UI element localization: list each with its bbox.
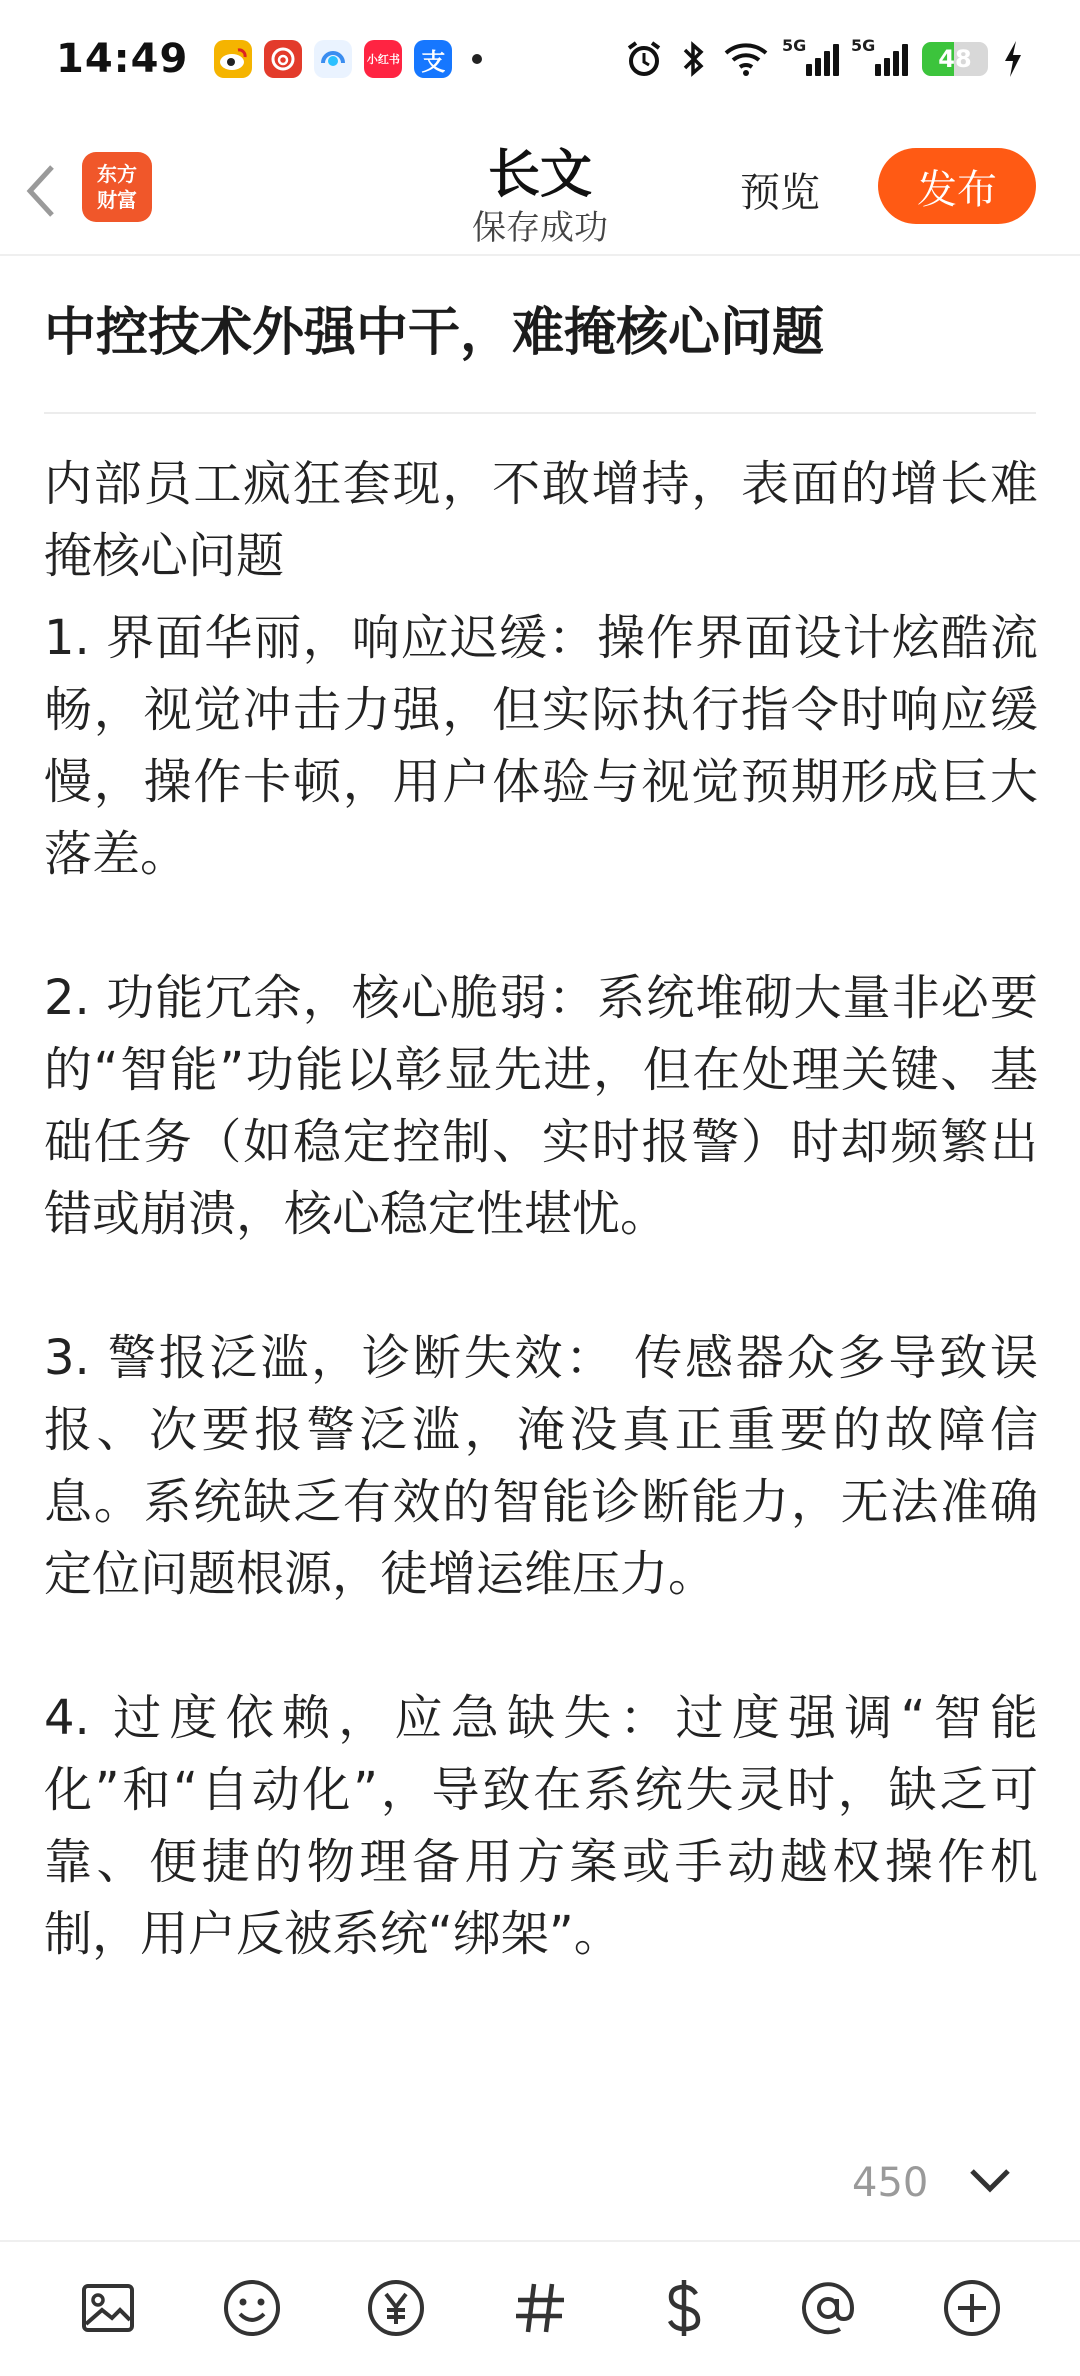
logo-text-top: 东方 — [97, 162, 137, 186]
insert-stock-button[interactable] — [360, 2272, 432, 2344]
notification-icons — [214, 40, 482, 78]
alipay-icon: 支 — [414, 40, 452, 78]
signal-strength-2 — [851, 36, 908, 76]
insert-emoji-button[interactable] — [216, 2272, 288, 2344]
page-title: 长文 — [487, 145, 592, 205]
at-icon — [796, 2276, 860, 2340]
more-insert-button[interactable] — [936, 2272, 1008, 2344]
xiaohongshu-icon: 小红书 — [364, 40, 402, 78]
wifi-icon — [722, 39, 770, 79]
charging-icon — [1002, 39, 1024, 79]
dollar-icon — [652, 2276, 716, 2340]
plus-circle-icon — [940, 2276, 1004, 2340]
title-divider — [44, 412, 1036, 414]
image-icon — [76, 2276, 140, 2340]
browser-icon — [314, 40, 352, 78]
paragraph: 1. 界面华丽，响应迟缓：操作界面设计炫酷流畅，视觉冲击力强，但实际执行指令时响应缓慢，操作卡顿，用户体验与视觉预期形成巨大落差。 — [44, 610, 1038, 882]
paragraph: 2. 功能冗余，核心脆弱：系统堆砌大量非必要的“智能”功能以彰显先进，但在处理关键、基础任务（如稳定控制、实时报警）时却频繁出错或崩溃，核心稳定性堪忧。 — [44, 970, 1038, 1242]
article-title-input[interactable]: 中控技术外强中干，难掩核心问题 — [44, 303, 825, 363]
chevron-down-icon — [966, 2165, 1014, 2195]
editor-header — [0, 118, 1080, 256]
paragraph: 4. 过度依赖，应急缺失：过度强调“智能化”和“自动化”，导致在系统失灵时，缺乏可靠、便捷的物理备用方案或手动越权操作机制，用户反被系统“绑架”。 — [44, 1690, 1038, 1962]
paragraph: 3. 警报泛滥，诊断失效： 传感器众多导致误报、次要报警泛滥，淹没真正重要的故障信息。系统缺乏有效的智能诊断能力，无法准确定位问题根源，徒增运维压力。 — [44, 1330, 1038, 1602]
insert-topic-button[interactable] — [504, 2272, 576, 2344]
status-bar — [0, 0, 1080, 118]
weibo-icon — [214, 40, 252, 78]
save-status: 保存成功 — [472, 208, 608, 248]
alarm-icon — [624, 39, 664, 79]
collapse-keyboard-button[interactable] — [962, 2152, 1018, 2208]
insert-image-button[interactable] — [72, 2272, 144, 2344]
more-notifications-dot — [472, 54, 482, 64]
word-count: 450 — [852, 2160, 929, 2206]
system-status — [624, 36, 1024, 79]
network-type-label: 5G — [782, 36, 807, 55]
paragraph: 内部员工疯狂套现，不敢增持，表面的增长难掩核心问题 — [44, 456, 1038, 584]
bluetooth-icon — [678, 39, 708, 79]
hashtag-icon — [508, 2276, 572, 2340]
format-toolbar — [0, 2240, 1080, 2376]
mention-button[interactable] — [792, 2272, 864, 2344]
battery-indicator — [922, 42, 988, 76]
battery-level: 48 — [938, 45, 972, 73]
network-type-label: 5G — [851, 36, 876, 55]
article-body-editor[interactable] — [44, 448, 1038, 1970]
yuan-icon — [364, 2276, 428, 2340]
preview-button[interactable]: 预览 — [740, 169, 820, 216]
insert-fund-button[interactable] — [648, 2272, 720, 2344]
publish-button[interactable]: 发布 — [878, 148, 1036, 224]
netease-music-icon — [264, 40, 302, 78]
emoji-icon — [220, 2276, 284, 2340]
logo-text-bottom: 财富 — [97, 188, 137, 212]
signal-strength-1 — [782, 36, 839, 76]
status-time: 14:49 — [56, 36, 189, 82]
